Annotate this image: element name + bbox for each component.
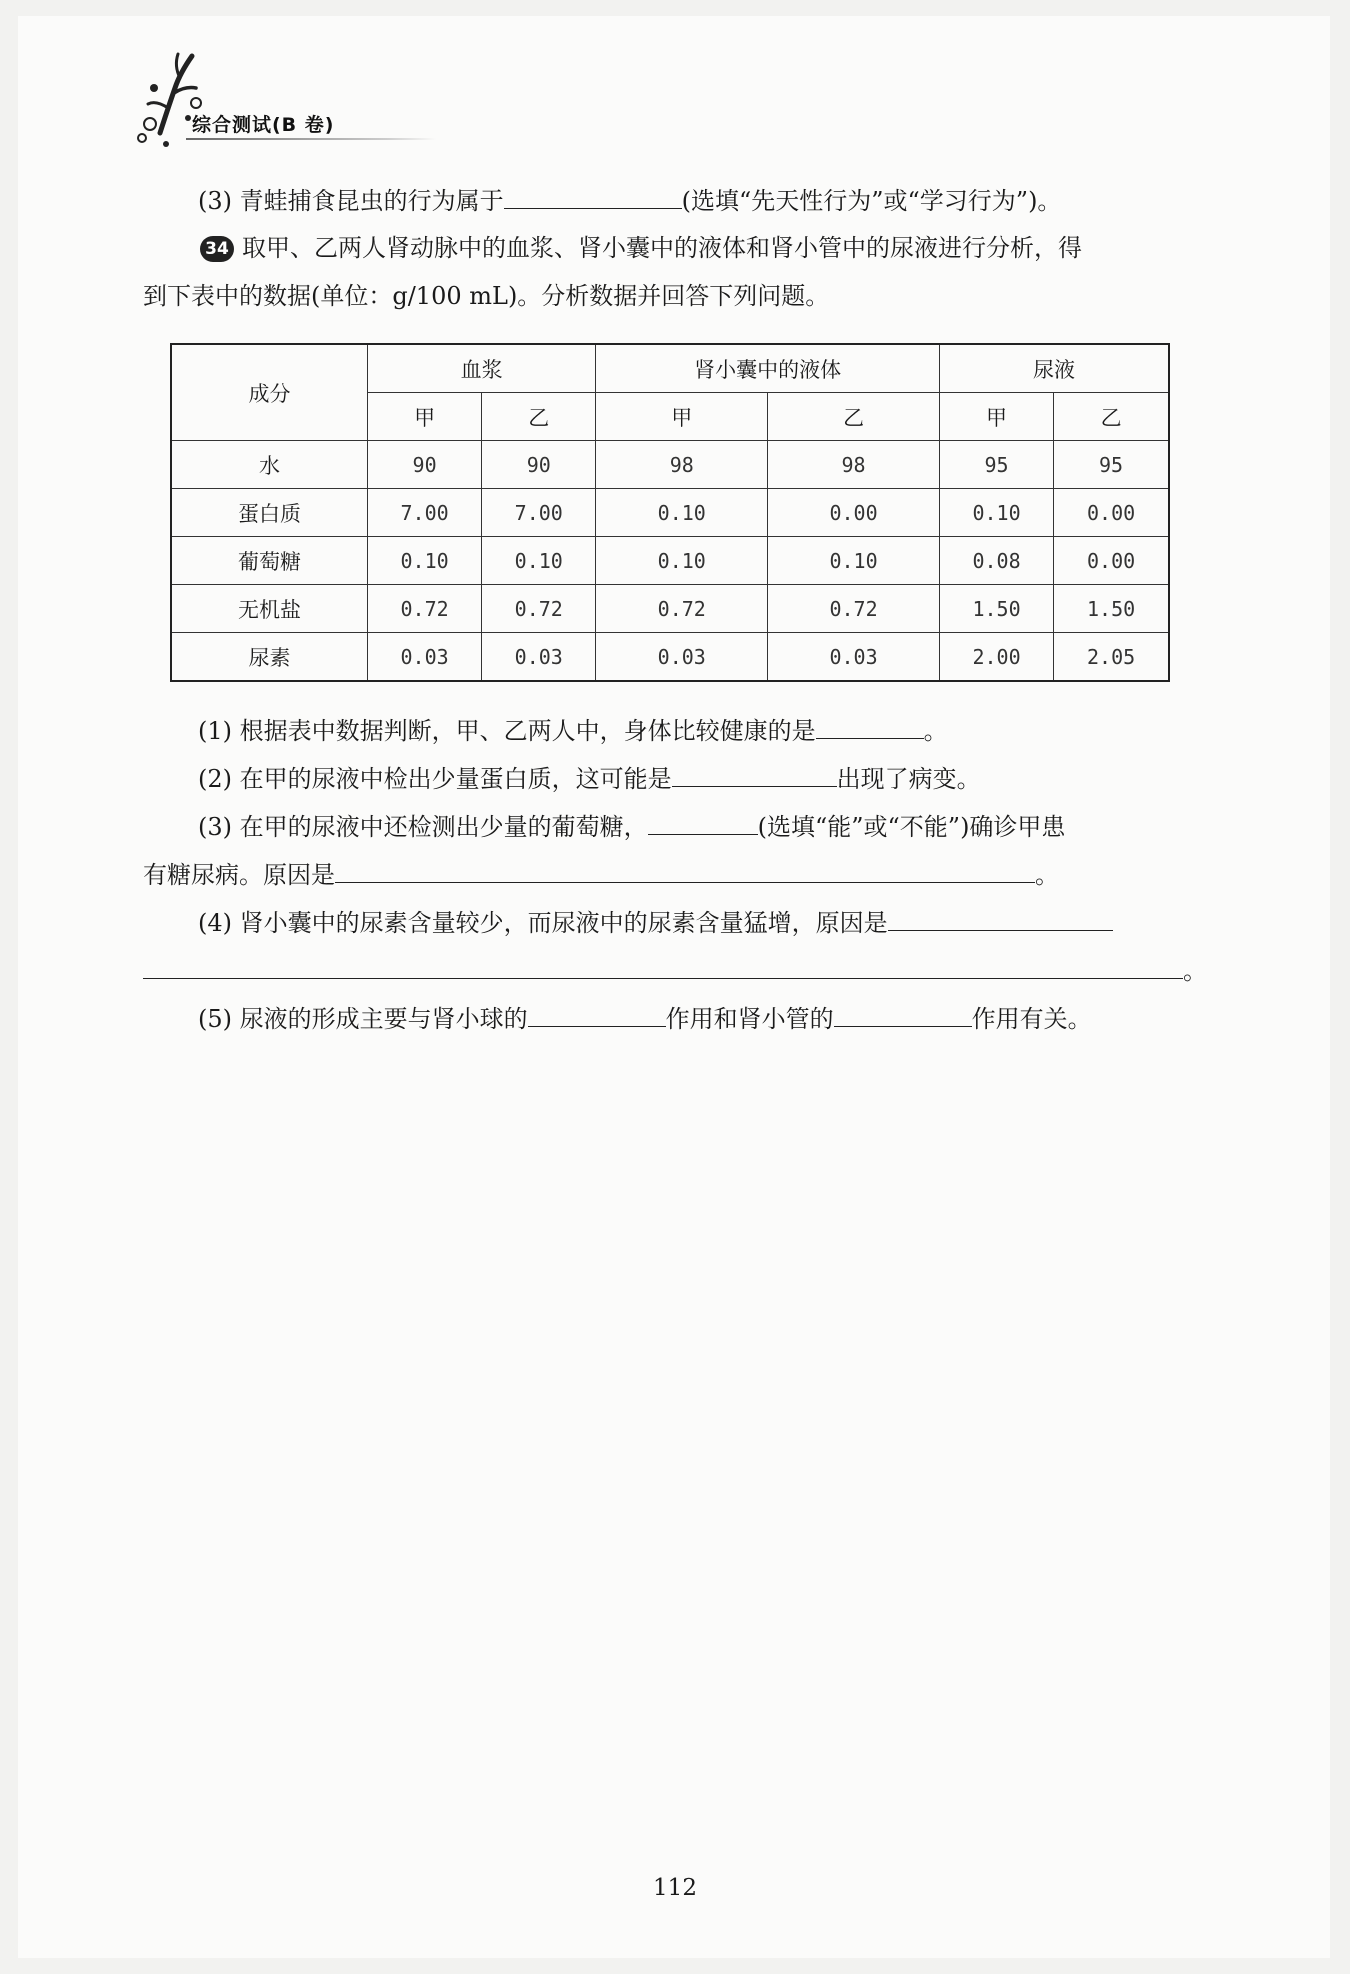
table-cell: 0.00 — [1054, 489, 1169, 537]
row-label: 尿素 — [171, 633, 368, 682]
group-header-capsule-fluid: 肾小囊中的液体 — [596, 344, 940, 393]
subheader-cell: 甲 — [596, 393, 768, 441]
table-cell: 0.72 — [768, 585, 940, 633]
table-cell: 1.50 — [939, 585, 1053, 633]
answer-blank[interactable] — [834, 1000, 972, 1027]
question-3-line1 — [198, 808, 1065, 843]
page-header — [130, 48, 440, 148]
question-1-text: (1) 根据表中数据判断，甲、乙两人中，身体比较健康的是 — [198, 717, 816, 745]
table-row — [171, 537, 1169, 585]
table-cell: 0.03 — [368, 633, 482, 682]
answer-blank[interactable] — [504, 182, 682, 209]
question-3-mid: (选填“能”或“不能”)确诊甲患 — [757, 813, 1066, 841]
q34-intro-text-2: 到下表中的数据(单位：g/100 mL)。分析数据并回答下列问题。 — [143, 282, 830, 310]
table-cell: 0.10 — [482, 537, 596, 585]
question-4-line1 — [198, 904, 1113, 939]
header-title: 综合测试(B 卷) — [192, 114, 335, 136]
table-cell: 7.00 — [482, 489, 596, 537]
table-cell: 0.10 — [368, 537, 482, 585]
question-5-suffix: 作用有关。 — [971, 1005, 1092, 1033]
table-cell: 0.03 — [768, 633, 940, 682]
question-1-suffix: 。 — [923, 717, 948, 745]
table-corner-header: 成分 — [171, 344, 368, 441]
subheader-cell: 乙 — [768, 393, 940, 441]
group-header-urine: 尿液 — [939, 344, 1169, 393]
table-cell: 0.72 — [482, 585, 596, 633]
page-number: 112 — [653, 1875, 697, 1901]
table-cell: 0.03 — [596, 633, 768, 682]
table-cell: 0.03 — [482, 633, 596, 682]
question-1 — [198, 712, 948, 747]
question-3-line2-suffix: 。 — [1035, 861, 1059, 889]
question-3-text: (3) 在甲的尿液中还检测出少量的葡萄糖， — [198, 813, 648, 841]
table-cell: 0.72 — [596, 585, 768, 633]
table-cell: 98 — [768, 441, 940, 489]
table-cell: 0.08 — [939, 537, 1053, 585]
table-row — [171, 489, 1169, 537]
table-cell: 1.50 — [1054, 585, 1169, 633]
table-cell: 0.10 — [939, 489, 1053, 537]
q33-part3-prefix: (3) 青蛙捕食昆虫的行为属于 — [198, 187, 504, 215]
subheader-cell: 乙 — [482, 393, 596, 441]
header-rule — [186, 138, 436, 140]
table-row — [171, 633, 1169, 682]
question-3-line2 — [143, 856, 1059, 891]
subheader-cell: 乙 — [1054, 393, 1169, 441]
answer-blank[interactable] — [816, 712, 924, 739]
q34-intro-line2 — [143, 280, 829, 312]
question-5 — [198, 1000, 1092, 1035]
answer-blank[interactable] — [335, 856, 1035, 883]
answer-blank[interactable] — [672, 760, 837, 787]
q33-part3-suffix: (选填“先天性行为”或“学习行为”)。 — [681, 187, 1062, 215]
answer-blank[interactable] — [528, 1000, 666, 1027]
table-cell: 0.00 — [768, 489, 940, 537]
question-4-text: (4) 肾小囊中的尿素含量较少，而尿液中的尿素含量猛增，原因是 — [198, 909, 888, 937]
question-number-badge: 34 — [200, 236, 234, 262]
table-cell: 90 — [482, 441, 596, 489]
q34-intro-line1 — [200, 232, 1082, 264]
answer-blank[interactable] — [143, 952, 1183, 979]
question-2-text: (2) 在甲的尿液中检出少量蛋白质，这可能是 — [198, 765, 672, 793]
question-5-mid: 作用和肾小管的 — [665, 1005, 834, 1033]
table-cell: 0.10 — [596, 489, 768, 537]
subheader-cell: 甲 — [939, 393, 1053, 441]
table-row — [171, 585, 1169, 633]
question-5-text: (5) 尿液的形成主要与肾小球的 — [198, 1005, 528, 1033]
row-label: 葡萄糖 — [171, 537, 368, 585]
q33-part3 — [198, 182, 1061, 217]
group-header-plasma: 血浆 — [368, 344, 596, 393]
question-3-line2-text: 有糖尿病。原因是 — [143, 861, 335, 889]
row-label: 无机盐 — [171, 585, 368, 633]
table-row — [171, 441, 1169, 489]
question-2-suffix: 出现了病变。 — [836, 765, 981, 793]
subheader-cell: 甲 — [368, 393, 482, 441]
q34-intro-text-1: 取甲、乙两人肾动脉中的血浆、肾小囊中的液体和肾小管中的尿液进行分析，得 — [242, 234, 1082, 262]
table-cell: 2.00 — [939, 633, 1053, 682]
question-4-line2 — [143, 952, 1207, 987]
question-4-line2-suffix: 。 — [1183, 957, 1207, 985]
row-label: 蛋白质 — [171, 489, 368, 537]
table-cell: 2.05 — [1054, 633, 1169, 682]
table-header-row — [171, 344, 1169, 393]
question-2 — [198, 760, 981, 795]
answer-blank[interactable] — [648, 808, 758, 835]
row-label: 水 — [171, 441, 368, 489]
table-cell: 95 — [939, 441, 1053, 489]
table-cell: 0.10 — [596, 537, 768, 585]
table-cell: 0.00 — [1054, 537, 1169, 585]
table-cell: 7.00 — [368, 489, 482, 537]
table-cell: 95 — [1054, 441, 1169, 489]
table-cell: 90 — [368, 441, 482, 489]
table-cell: 0.72 — [368, 585, 482, 633]
answer-blank[interactable] — [888, 904, 1113, 931]
table-cell: 0.10 — [768, 537, 940, 585]
data-table — [170, 343, 1170, 682]
table-cell: 98 — [596, 441, 768, 489]
